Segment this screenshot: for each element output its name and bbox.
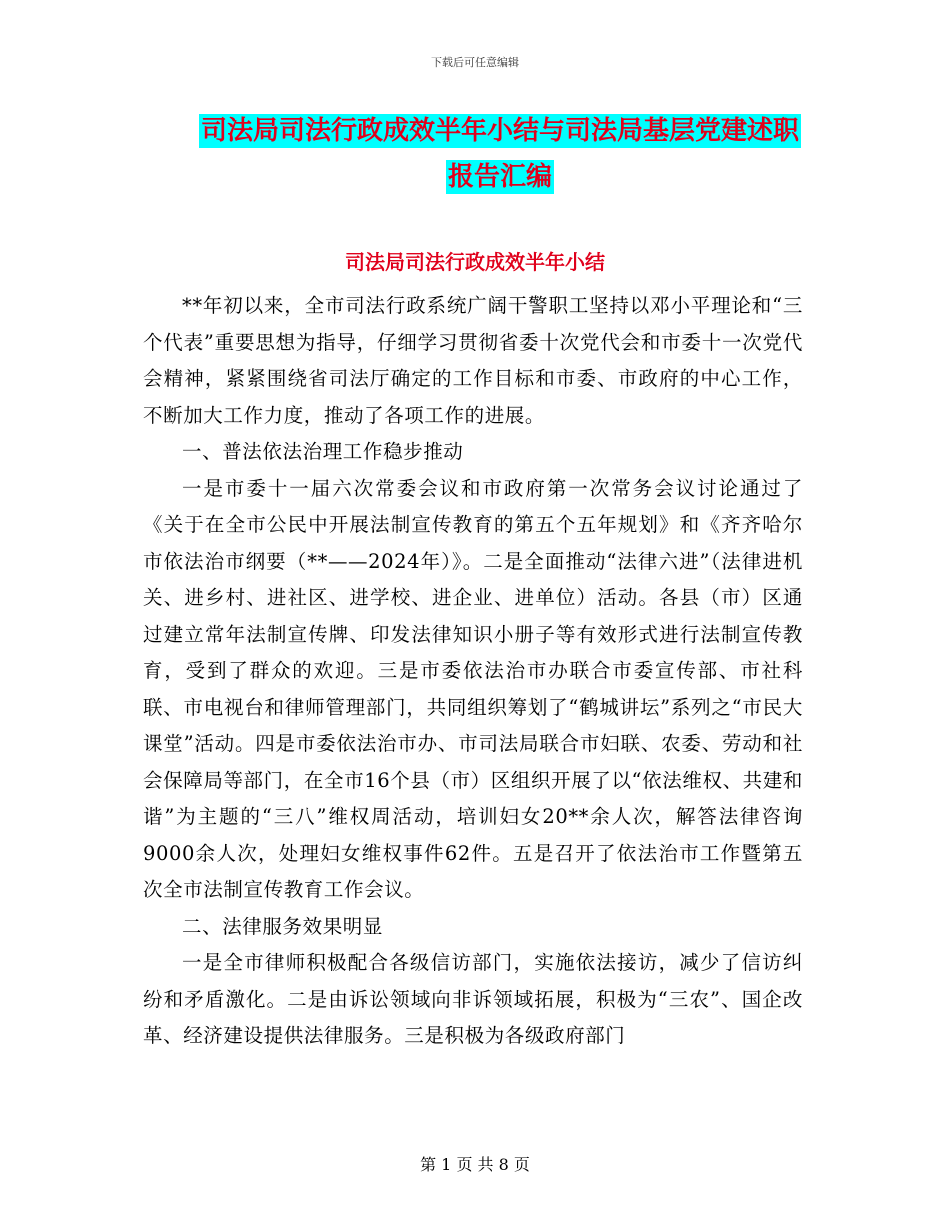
section-title: 司法局司法行政成效半年小结	[345, 250, 605, 274]
header-note: 下载后可任意编辑	[431, 56, 519, 69]
title-line-2: 报告汇编	[447, 162, 552, 192]
paragraph-heading: 一、普法依法治理工作稳步推动	[182, 440, 464, 463]
paragraph-heading: 二、法律服务效果明显	[182, 914, 384, 938]
title-line-1: 司法局司法行政成效半年小结与司法局基层党建述职	[200, 116, 799, 146]
document-title	[150, 108, 850, 200]
document-body	[143, 288, 803, 1055]
paragraph: **年初以来，全市司法行政系统广阔干警职工坚持以邓小平理论和“三个代表”重要思想为指导，仔细学习贯彻省委十次党代会和市委十一次党代会精神，紧紧围绕省司法厅确定的工作目标和市委、市政府的中心工作，不断加大工作力度，推动了各项工作的进展。	[143, 294, 803, 427]
paragraph: 一是全市律师积极配合各级信访部门，实施依法接访，减少了信访纠纷和矛盾激化。二是由诉讼领域向非诉领域拓展，积极为“三农”、国企改革、经济建设提供法律服务。三是积极为各级政府部门	[143, 951, 803, 1047]
page-number: 第 1 页 共 8 页	[420, 1155, 530, 1174]
paragraph: 一是市委十一届六次常委会议和市政府第一次常务会议讨论通过了《关于在全市公民中开展法制宣传教育的第五个五年规划》和《齐齐哈尔市依法治市纲要（**——2024年）》。二是全面推动“法律六进”（法律进机关、进乡村、进社区、进学校、进企业、进单位）活动。各县（市）区通过建立常年法制宣传牌、印发法律知识小册子等有效形式进行法制宣传教育，受到了群众的欢迎。三是市委依法治市办联合市委宣传部、市社科联、市电视台和律师管理部门，共同组织筹划了“鹤城讲坛”系列之“市民大课堂”活动。四是市委依法治市办、市司法局联合市妇联、农委、劳动和社会保障局等部门，在全市16个县（市）区组织开展了以“依法维权、共建和谐”为主题的“三八”维权周活动，培训妇女20**余人次，解答法律咨询9000余人次，处理妇女维权事件62件。五是召开了依法治市工作暨第五次全市法制宣传教育工作会议。	[143, 476, 803, 901]
